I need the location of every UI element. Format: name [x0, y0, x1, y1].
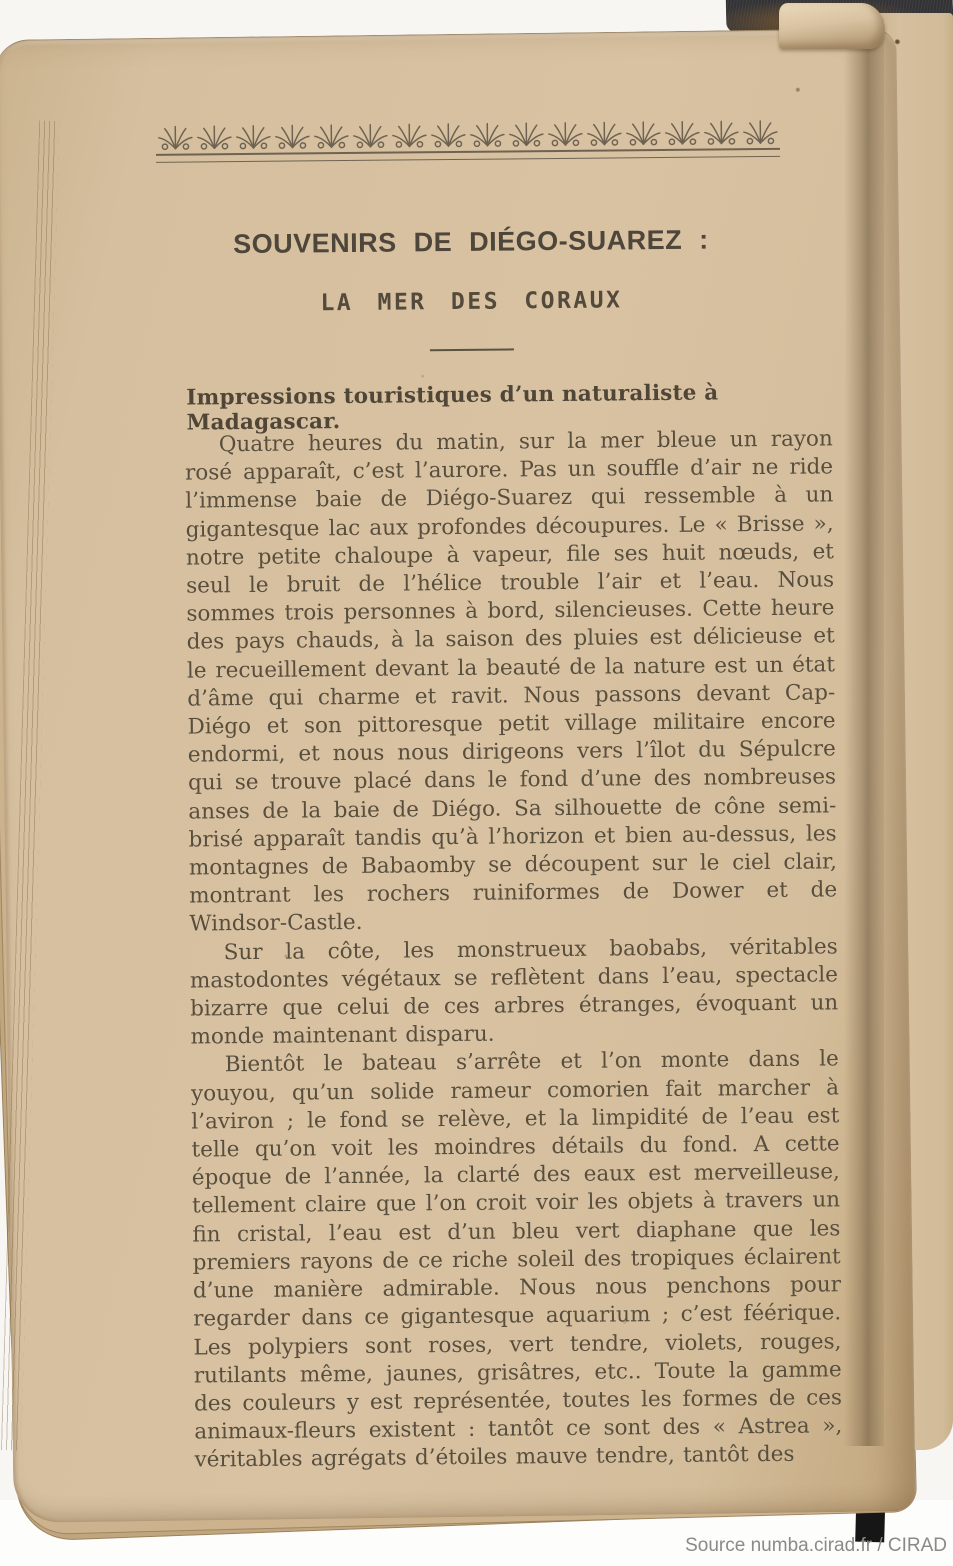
page-gutter-shadow [844, 18, 884, 1446]
book-page [0, 28, 916, 1523]
article-lead: Impressions touristiques d’un naturaliste à Madagascar. [186, 380, 719, 436]
section-divider [430, 348, 514, 351]
article-title: SOUVENIRS DE DIÉGO-SUAREZ : [232, 224, 709, 260]
page-content [0, 31, 913, 1522]
source-credit: Source numba.cirad.fr / CIRAD [685, 1535, 947, 1556]
paragraph: Bientôt le bateau s’arrête et l’on monte dans le youyou, qu’un solide rameur comorien fait marcher à l’aviron ; le fond se relève, et la limpidité de l’eau est telle qu’on voit les moindres détails du fond. A cette époque de l’année, la clarté des eaux est merveilleuse, tellement claire que l’on croit voir les objets à travers un fin cristal, l’eau est d’un bleu vert diaphane que les premiers rayons de ce riche soleil des tropiques éclairent d’une manière admirable. Nous nous penchons pour regarder dans ce gigantesque aquarium ; c’est féérique. Les polypiers sont roses, vert tendre, violets, rouges, rutilants même, jaunes, grisâtres, etc.. Toute la gamme des couleurs y est représentée, toutes les formes de ces animaux-fleurs existent : tantôt ce sont des « Astrea », véritables agrégats d’étoiles mauve tendre, tantôt des [190, 1046, 843, 1473]
article-subtitle: LA MER DES CORAUX [320, 287, 623, 317]
paragraph: Sur la côte, les monstrueux baobabs, véritables mastodontes végétaux se reflètent dans l’eau, spectacle bizarre que celui de ces arbres étranges, évoquant un monde maintenant disparu. [189, 933, 839, 1050]
paragraph: Quatre heures du matin, sur la mer bleue un rayon rosé apparaît, c’est l’aurore. Pas un souffle d’air ne ride l’immense baie de Diégo-Suarez qui ressemble à un gigantesque lac aux profondes découpures. Le « Brisse », notre petite chaloupe à vapeur, file ses huit nœuds, et seul le bruit de l’hélice trouble l’air et l’eau. Nous sommes trois personnes à bord, silencieuses. Cette heure des pays chauds, à la saison des pluies est délicieuse et le recueillement devant la beauté de la nature est un état d’âme qui charme et ravit. Nous passons devant Cap-Diégo et son pittoresque petit village militaire encore endormi, et nous nous dirigeons vers l’îlot du Sépulcre qui se trouve placé dans le fond d’une des nombreuses anses de la baie de Diégo. Sa silhouette de cône semi-brisé apparaît tandis qu’à l’horizon et bien au-dessus, les montagnes de Babaomby se découpent sur le ciel clair, montrant les rochers ruiniformes de Dower et de Windsor-Castle. [184, 426, 838, 938]
page-curl [779, 3, 885, 49]
article-body [185, 425, 843, 1475]
